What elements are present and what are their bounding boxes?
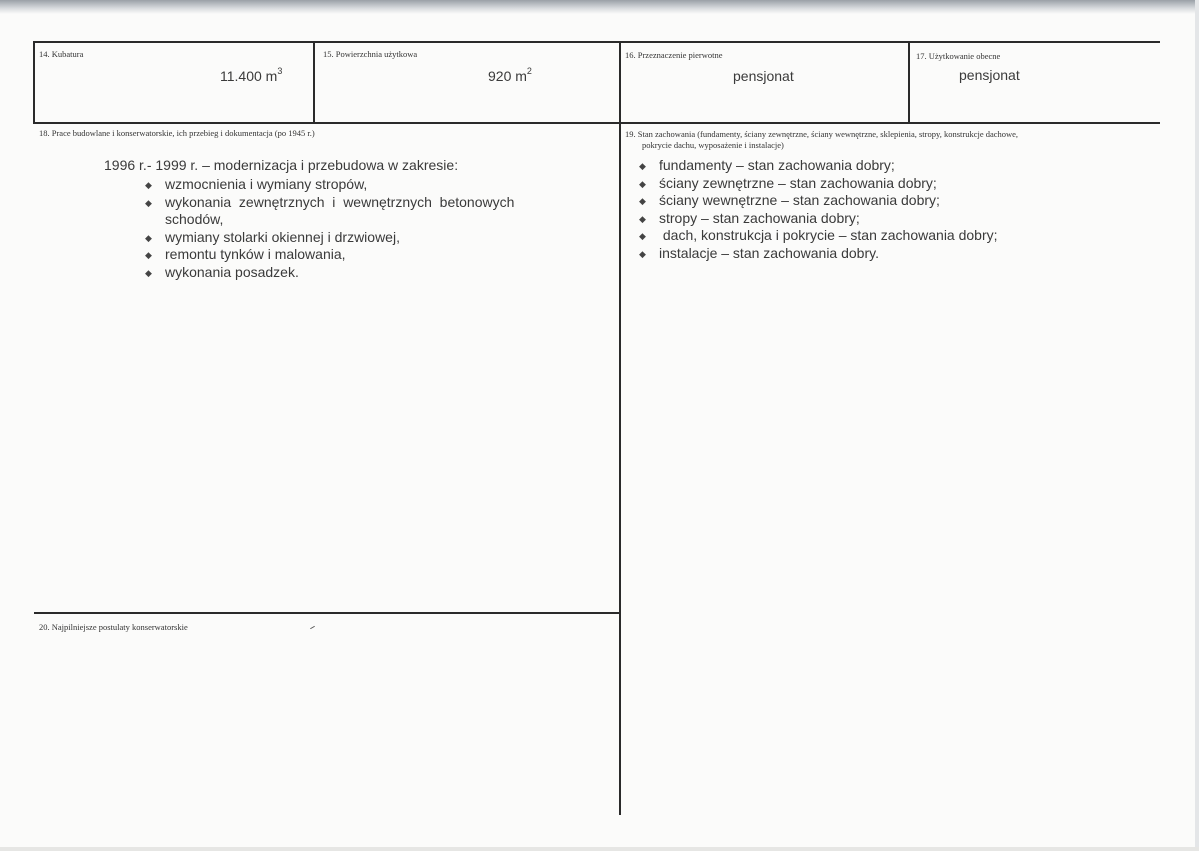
list-item: ◆ fundamenty – stan zachowania dobry; [637,157,1157,175]
field-18-label: 18. Prace budowlane i konserwatorskie, ich przebieg i dokumentacja (po 1945 r.) [39,128,315,138]
powierzchnia-value: 920 m [488,68,527,84]
list-item: ◆ instalacje – stan zachowania dobry. [637,245,1157,263]
bullet-icon: ◆ [145,197,152,208]
page-bottom-edge [0,847,1199,851]
field-17-value: pensjonat [959,67,1020,83]
list-item: ◆ wzmocnienia i wymiany stropów, [143,176,583,194]
row-divider-1 [34,122,1160,124]
bullet-icon: ◆ [145,232,152,243]
divider-14-15 [313,41,315,124]
powierzchnia-unit-sup: 2 [526,66,532,76]
bullet-icon: ◆ [639,196,646,206]
bullet-icon: ◆ [145,180,152,190]
kubatura-value: 11.400 m [220,68,278,84]
list-item-continuation: schodów, [165,211,224,227]
field-18-list [143,176,583,281]
bullet-icon: ◆ [639,248,646,259]
pen-mark [310,626,315,629]
list-item: ◆ wykonania posadzek. [143,264,583,282]
row-divider-2 [34,612,621,614]
center-divider [619,41,621,815]
field-19-list [637,157,1157,262]
bullet-icon: ◆ [639,178,646,189]
bullet-icon: ◆ [639,231,646,241]
list-item: ◆ remontu tynków i malowania, [143,246,583,264]
bullet-icon: ◆ [639,161,646,171]
field-15-value [488,68,532,84]
field-18-intro: 1996 r.- 1999 r. – modernizacja i przebudowa w zakresie: [104,157,459,173]
bullet-icon: ◆ [145,250,152,260]
list-item: ◆ ściany wewnętrzne – stan zachowania dobry; [637,192,1157,210]
field-20-label: 20. Najpilniejsze postulaty konserwatorskie [39,622,188,632]
field-16-label: 16. Przeznaczenie pierwotne [625,50,723,60]
kubatura-unit-sup: 3 [277,66,283,76]
field-19-label-line1: 19. Stan zachowania (fundamenty, ściany zewnętrzne, ściany wewnętrzne, sklepienia, stropy, konstrukcje dachowe, [625,129,1019,139]
top-border [34,41,1160,43]
bullet-icon: ◆ [145,267,152,278]
field-17-label: 17. Użytkowanie obecne [916,51,1001,61]
field-14-label: 14. Kubatura [39,49,84,59]
list-item: ◆ dach, konstrukcja i pokrycie – stan zachowania dobry; [637,227,1157,245]
field-14-value [220,68,282,84]
list-item: ◆ wykonania zewnętrznych i wewnętrznych betonowych schodów, [145,193,515,227]
page-top-edge [0,0,1199,14]
list-item: ◆ stropy – stan zachowania dobry; [637,210,1157,228]
field-16-value: pensjonat [733,68,794,84]
page-right-edge [1195,0,1199,851]
field-15-label: 15. Powierzchnia użytkowa [323,49,418,59]
list-item: ◆ ściany zewnętrzne – stan zachowania dobry; [637,175,1157,193]
divider-16-17 [908,41,910,124]
list-item: ◆ wymiany stolarki okiennej i drzwiowej, [143,229,583,247]
field-19-label-line2: pokrycie dachu, wyposażenie i instalacje) [642,140,784,150]
left-border [33,41,35,124]
bullet-icon: ◆ [639,213,646,224]
